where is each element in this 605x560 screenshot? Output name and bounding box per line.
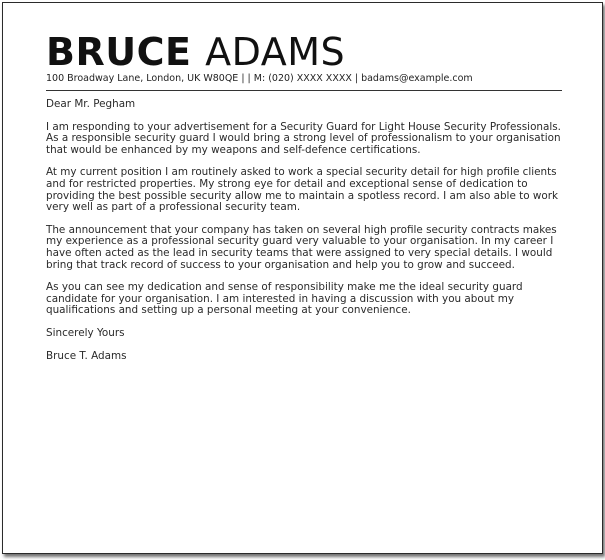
signature: Bruce T. Adams xyxy=(46,349,127,362)
paragraph-3: The announcement that your company has taken on several high profile security contracts makes my experience as a professional security guard very valuable to your organisation. In my career I have often acted as the lead in security teams that were assigned to very special details. I would bring that track record of success to your organisation and help you to grow and succeed. xyxy=(46,223,557,271)
closing: Sincerely Yours xyxy=(46,326,125,339)
letter-body xyxy=(46,99,562,362)
paragraph-1: I am responding to your advertisement for a Security Guard for Light House Security Professionals. As a responsible security guard I would bring a strong level of professionalism to your organisation that would be enhanced by my weapons and self-defence certifications. xyxy=(46,120,561,156)
sender-name xyxy=(46,32,562,72)
paragraph-4: As you can see my dedication and sense of responsibility make me the ideal security guard candidate for your organisation. I am interested in having a discussion with you about my qualifications and setting up a personal meeting at your convenience. xyxy=(46,281,523,317)
salutation: Dear Mr. Pegham xyxy=(46,98,136,110)
sender-first-name: BRUCE xyxy=(46,30,192,74)
paragraph-2: At my current position I am routinely asked to work a special security detail for high profile clients and for restricted properties. My strong eye for detail and exceptional sense of dedication to providing the best possible security allow me to maintain a spotless record. I am also able to work very well as part of a professional security team. xyxy=(46,166,559,214)
letter-page xyxy=(2,2,603,554)
sender-last-name: ADAMS xyxy=(205,30,346,74)
contact-line: 100 Broadway Lane, London, UK W80QE | | M: (020) XXXX XXXX | badams@example.com xyxy=(46,73,562,91)
